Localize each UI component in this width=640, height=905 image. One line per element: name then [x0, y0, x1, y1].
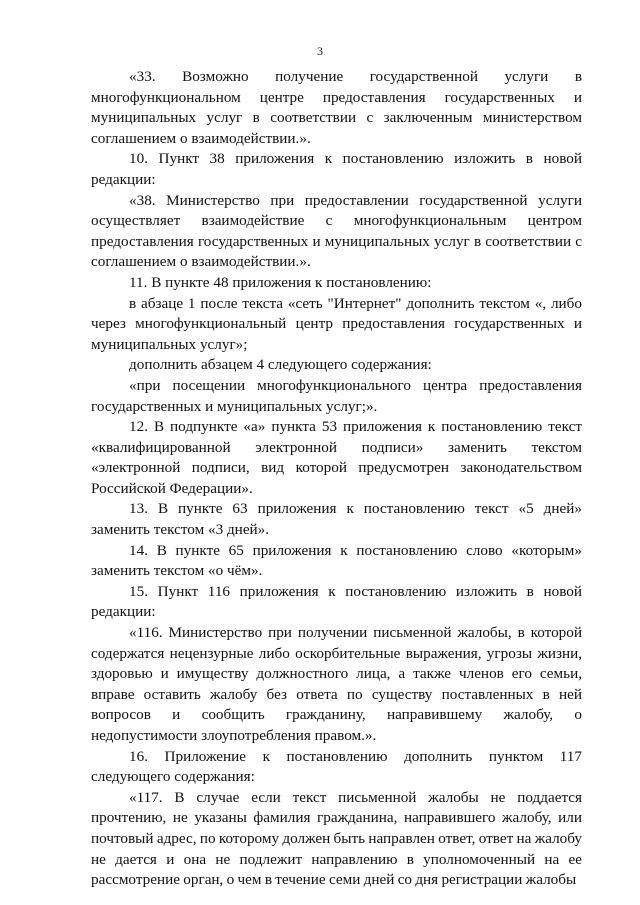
document-body — [91, 67, 582, 891]
paragraph-117-text: «117. В случае если текст письменной жалобы не поддается прочтению, не указаны фамилия гражданина, направившего жалобу, или почтовый адрес, по которому должен быть направлен ответ, ответ на жалобу не дается и она не подлежит направлению в уполномоченный на ее рассмотрение орган, о чем в течение семи дней со дня регистрации жалобы — [91, 788, 582, 889]
paragraph-item-14: 14. В пункте 65 приложения к постановлению слово «которым» заменить текстом «о чём». — [91, 541, 582, 580]
paragraph-item-16: 16. Приложение к постановлению дополнить пунктом 117 следующего содержания: — [91, 747, 582, 786]
paragraph-33-text: «33. Возможно получение государственной услуги в многофункциональном центре предоставления государственных и муниципальных услуг в соответствии с заключенным министерством соглашением о взаимодействии.». — [91, 68, 582, 147]
paragraph-item-11-abzac-4: дополнить абзацем 4 следующего содержания: — [129, 356, 432, 374]
paragraph-item-10: 10. Пункт 38 приложения к постановлению изложить в новой редакции: — [91, 150, 582, 188]
paragraph-item-11-abzac-1: в абзаце 1 после текста «сеть "Интернет" дополнить текстом «, либо через многофункциональный центр предоставления государственных и муниципальных услуг»; — [91, 294, 582, 353]
paragraph-item-15: 15. Пункт 116 приложения к постановлению изложить в новой редакции: — [91, 582, 582, 621]
paragraph-item-11: 11. В пункте 48 приложения к постановлению: — [129, 273, 432, 291]
page-number: 3 — [317, 44, 323, 58]
paragraph-116-text: «116. Министерство при получении письменной жалобы, в которой содержатся нецензурные либо оскорбительные выражения, угрозы жизни, здоровью и имуществу должностного лица, а также членов его семьи, вправе оставить жалобу без ответа по существу поставленных в ней вопросов и сообщить гражданину, направившему жалобу, о недопустимости злоупотребления правом.». — [91, 624, 582, 744]
paragraph-item-12: 12. В подпункте «а» пункта 53 приложения к постановлению текст «квалифицированной электронной подписи» заменить текстом «электронной подписи, вид которой предусмотрен законодательством Российской Федерации». — [91, 418, 582, 497]
paragraph-item-13: 13. В пункте 63 приложения к постановлению текст «5 дней» заменить текстом «3 дней». — [91, 500, 582, 539]
paragraph-38-text: «38. Министерство при предоставлении государственной услуги осуществляет взаимодействие с многофункциональным центром предоставления государственных и муниципальных услуг в соответствии с соглашением о взаимодействии.». — [91, 191, 582, 271]
paragraph-abzac-4-text: «при посещении многофункционального центра предоставления государственных и муниципальных услуг;». — [91, 376, 582, 415]
